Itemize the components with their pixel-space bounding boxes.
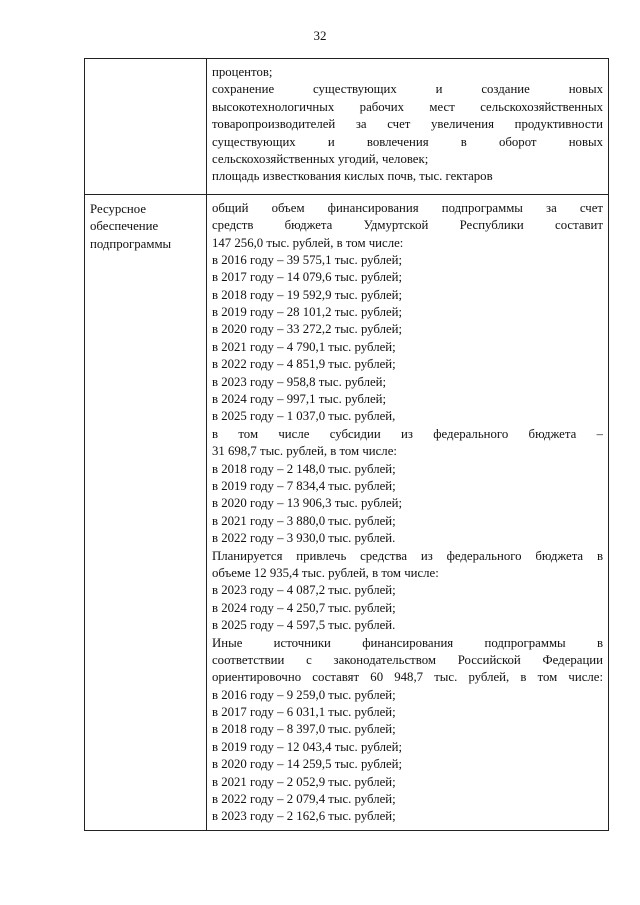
text-line: Планируется привлечь средства из федерального бюджета в <box>212 548 603 563</box>
text-line: в 2018 году – 8 397,0 тыс. рублей; <box>212 722 396 737</box>
text-line: в 2019 году – 7 834,4 тыс. рублей; <box>212 478 396 493</box>
text-line: в том числе субсидии из федерального бюджета – <box>212 426 603 441</box>
text-line: в 2025 году – 4 597,5 тыс. рублей. <box>212 618 396 633</box>
text-line: в 2022 году – 3 930,0 тыс. рублей. <box>212 531 396 546</box>
label-line: подпрограммы <box>90 236 172 251</box>
text-line: в 2016 году – 39 575,1 тыс. рублей; <box>212 252 403 267</box>
text-line: процентов; <box>212 65 273 79</box>
row2-label-cell <box>85 194 207 830</box>
text-line: сохранение существующих и создание новых <box>212 82 603 97</box>
label-line: Ресурсное <box>90 201 147 216</box>
text-line: в 2023 году – 2 162,6 тыс. рублей; <box>212 809 396 824</box>
page-number: 32 <box>313 28 327 43</box>
funding-text <box>207 195 608 830</box>
text-line: в 2021 году – 3 880,0 тыс. рублей; <box>212 513 396 528</box>
text-line: в 2022 году – 4 851,9 тыс. рублей; <box>212 357 396 372</box>
text-line: в 2023 году – 958,8 тыс. рублей; <box>212 374 387 389</box>
table-row-resources <box>85 194 609 830</box>
row2-content-cell <box>207 194 609 830</box>
text-line: сельскохозяйственных угодий, человек; <box>212 151 429 166</box>
text-line: существующих и вовлечения в оборот новых <box>212 134 603 149</box>
text-line: в 2018 году – 19 592,9 тыс. рублей; <box>212 287 403 302</box>
text-line: площадь известкования кислых почв, тыс. гектаров <box>212 169 493 184</box>
text-line: Иные источники финансирования подпрограммы в <box>212 635 603 650</box>
text-line: 31 698,7 тыс. рублей, в том числе: <box>212 444 397 459</box>
text-line: средств бюджета Удмуртской Республики составит <box>212 218 603 233</box>
text-line: 147 256,0 тыс. рублей, в том числе: <box>212 235 404 250</box>
text-line: в 2016 году – 9 259,0 тыс. рублей; <box>212 687 396 702</box>
text-line: в 2021 году – 4 790,1 тыс. рублей; <box>212 339 396 354</box>
text-line: соответствии с законодательством Российской Федерации <box>212 652 603 667</box>
row1-label-cell <box>85 59 207 195</box>
text-line: объеме 12 935,4 тыс. рублей, в том числе: <box>212 565 439 580</box>
text-line: в 2025 году – 1 037,0 тыс. рублей, <box>212 409 396 424</box>
indicators-text <box>207 59 608 194</box>
text-line: ориентировочно составят 60 948,7 тыс. рублей, в том числе: <box>212 670 603 685</box>
text-line: в 2021 году – 2 052,9 тыс. рублей; <box>212 774 396 789</box>
text-line: в 2024 году – 4 250,7 тыс. рублей; <box>212 600 396 615</box>
label-line: обеспечение <box>90 219 159 234</box>
text-line: в 2019 году – 12 043,4 тыс. рублей; <box>212 739 403 754</box>
text-line: в 2022 году – 2 079,4 тыс. рублей; <box>212 792 396 807</box>
text-line: в 2023 году – 4 087,2 тыс. рублей; <box>212 583 396 598</box>
text-line: высокотехнологичных рабочих мест сельскохозяйственных <box>212 99 603 114</box>
text-line: в 2019 году – 28 101,2 тыс. рублей; <box>212 305 403 320</box>
subprogram-passport-table <box>84 58 609 831</box>
text-line: в 2020 году – 14 259,5 тыс. рублей; <box>212 757 403 772</box>
row1-content-cell <box>207 59 609 195</box>
table-row-indicators <box>85 59 609 195</box>
text-line: общий объем финансирования подпрограммы за счет <box>212 200 603 215</box>
text-line: в 2018 году – 2 148,0 тыс. рублей; <box>212 461 396 476</box>
text-line: товаропроизводителей за счет увеличения продуктивности <box>212 117 603 132</box>
text-line: в 2017 году – 6 031,1 тыс. рублей; <box>212 705 396 720</box>
text-line: в 2020 году – 13 906,3 тыс. рублей; <box>212 496 403 511</box>
resource-provision-label <box>85 195 206 253</box>
text-line: в 2020 году – 33 272,2 тыс. рублей; <box>212 322 403 337</box>
text-line: в 2024 году – 997,1 тыс. рублей; <box>212 392 387 407</box>
text-line: в 2017 году – 14 079,6 тыс. рублей; <box>212 270 403 285</box>
